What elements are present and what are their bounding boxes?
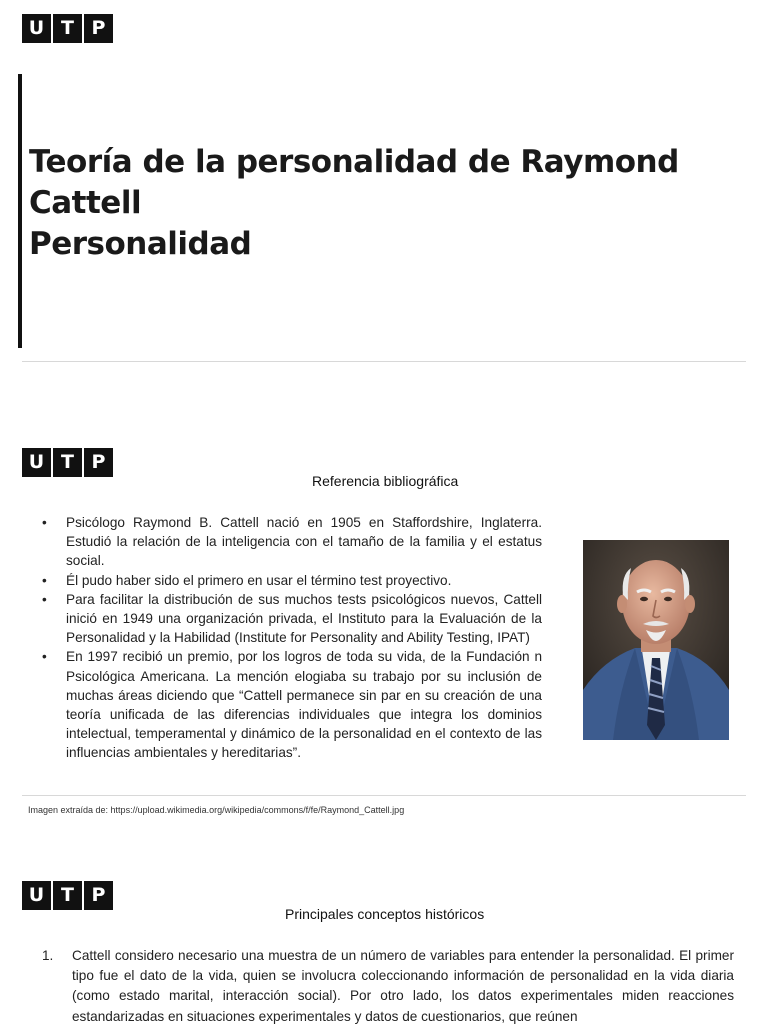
logo-letter-t: T <box>53 14 82 43</box>
title-line: Cattell <box>29 185 142 221</box>
list-item <box>42 946 734 1024</box>
logo-letter-t: T <box>53 448 82 477</box>
utp-logo <box>22 881 113 910</box>
title-line: Personalidad <box>29 226 252 262</box>
list-item: • Para facilitar la distribución de sus muchos tests psicológicos nuevos, Cattell inició en 1949 una organización privada, el Instituto para la Evaluación de la Personalidad y la Habilidad (Institute for Personality and Ability Testing, IPAT) <box>42 590 542 648</box>
logo-letter-p: P <box>84 881 113 910</box>
raymond-cattell-portrait <box>583 540 729 740</box>
logo-letter-t: T <box>53 881 82 910</box>
logo-letter-p: P <box>84 448 113 477</box>
utp-logo <box>22 448 113 477</box>
title-line: Teoría de la personalidad de Raymond <box>29 144 679 180</box>
list-item: • En 1997 recibió un premio, por los logros de toda su vida, de la Fundación n Psicológica Americana. La mención elogiaba su trabajo por su inclusión de muchas áreas diciendo que “Cattell permanece sin par en su creación de una teoría unificada de las diferencias individuales que integra los dominios intelectual, temperamental y dinámico de la personalidad en el contexto de las influencias ambientales y hereditarias”. <box>42 647 542 762</box>
slide-divider <box>22 795 746 796</box>
list-item: • Él pudo haber sido el primero en usar el término test proyectivo. <box>42 571 542 590</box>
section-heading: Principales conceptos históricos <box>285 906 485 922</box>
list-item-text: Cattell considero necesario una muestra de un número de variables para entender la personalidad. El primer tipo fue el dato de la vida, quien se involucra coleccionando información de personalidad en la vida diaria (como estado marital, interacción social). Por otro lado, los datos experimentales miden reacciones estandarizadas en situaciones experimentales y datos de cuestionarios, que reúnen <box>72 948 734 1024</box>
logo-letter-u: U <box>22 448 51 477</box>
portrait-illustration <box>583 540 729 740</box>
logo-letter-u: U <box>22 14 51 43</box>
utp-logo <box>22 14 113 43</box>
title-accent-bar <box>18 74 22 348</box>
section-heading: Referencia bibliográfica <box>312 473 459 489</box>
image-caption: Imagen extraída de: https://upload.wikimedia.org/wikipedia/commons/f/fe/Raymond_Cattell.jpg <box>28 805 405 815</box>
logo-letter-u: U <box>22 881 51 910</box>
page-title <box>29 142 749 265</box>
slide-divider <box>22 361 746 362</box>
numbered-list <box>42 946 734 1024</box>
list-item: • Psicólogo Raymond B. Cattell nació en 1905 en Staffordshire, Inglaterra. Estudió la relación de la inteligencia con el tamaño de la familia y el estatus social. <box>42 513 542 571</box>
list-number: 1. <box>42 948 54 963</box>
bullet-list <box>42 513 542 763</box>
logo-letter-p: P <box>84 14 113 43</box>
